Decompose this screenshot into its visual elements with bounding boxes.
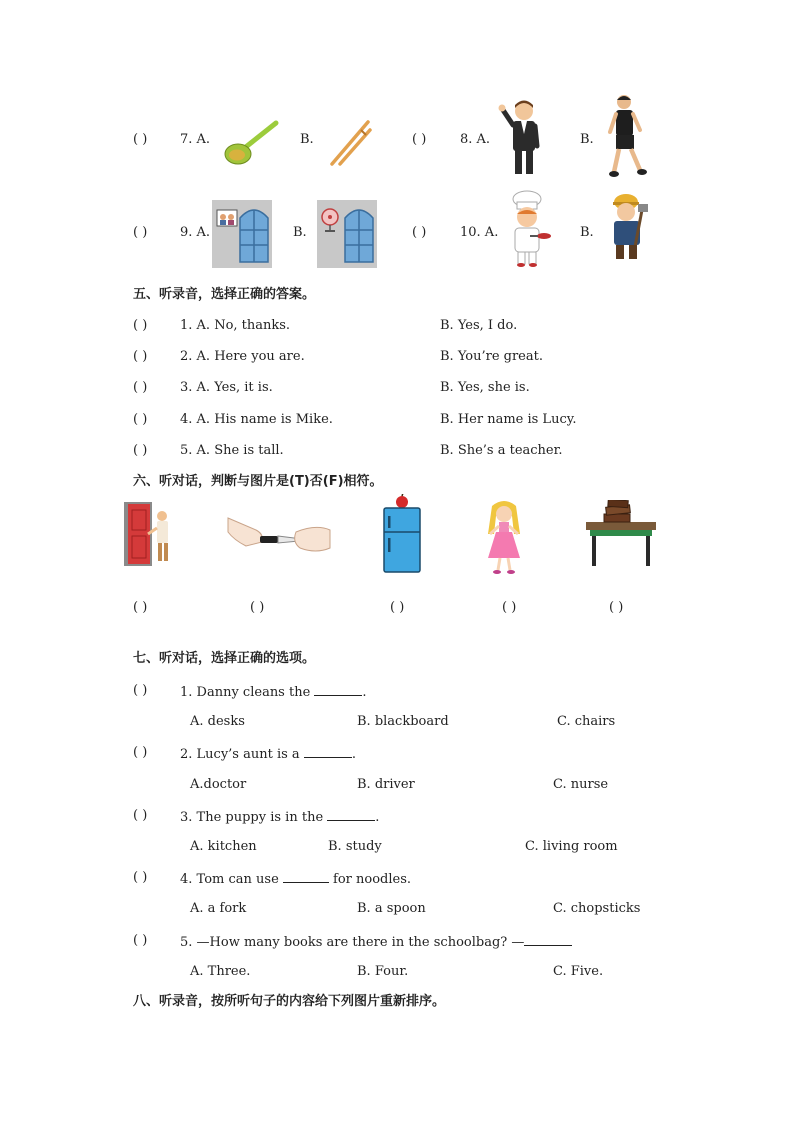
girl-in-pink-dress-picture <box>480 500 528 576</box>
window-with-fan-picture <box>317 200 377 268</box>
paren-s7-1[interactable]: ( ) <box>133 683 148 698</box>
s7-q1-stem: 1. Danny cleans the . <box>180 685 367 700</box>
paren-s7-5[interactable]: ( ) <box>133 933 148 948</box>
chef-picture <box>502 190 552 268</box>
q9-label: 9. A. <box>180 225 211 240</box>
s7-q5-option-a: A. Three. <box>190 964 251 979</box>
paren-s6-3[interactable]: ( ) <box>390 600 405 615</box>
s5-q2-option-b: B. You’re great. <box>440 349 543 364</box>
s7-q4-option-a: A. a fork <box>190 901 247 916</box>
q8-label: 8. A. <box>460 132 491 147</box>
man-in-suit-picture <box>497 98 547 178</box>
open-door-picture <box>124 500 176 568</box>
s7-q5-option-c: C. Five. <box>553 964 604 979</box>
paren-s5-3[interactable]: ( ) <box>133 380 148 395</box>
paren-q8[interactable]: ( ) <box>412 132 427 147</box>
q7-label: 7. A. <box>180 132 211 147</box>
s7-q3-stem: 3. The puppy is in the . <box>180 810 380 825</box>
s5-q2-option-a: 2. A. Here you are. <box>180 349 305 364</box>
s5-q3-option-a: 3. A. Yes, it is. <box>180 380 273 395</box>
paren-s5-2[interactable]: ( ) <box>133 349 148 364</box>
paren-s6-1[interactable]: ( ) <box>133 600 148 615</box>
books-on-desk-picture <box>584 500 658 568</box>
paren-s6-4[interactable]: ( ) <box>502 600 517 615</box>
s7-q3-option-a: A. kitchen <box>190 839 257 854</box>
knife-handover-picture <box>226 510 334 560</box>
paren-q7[interactable]: ( ) <box>133 132 148 147</box>
paren-s6-5[interactable]: ( ) <box>609 600 624 615</box>
s7-q2-option-a: A.doctor <box>190 777 247 792</box>
answer-blank[interactable] <box>283 870 329 883</box>
s5-q3-option-b: B. Yes, she is. <box>440 380 530 395</box>
answer-blank[interactable] <box>524 933 572 946</box>
s7-q1-option-b: B. blackboard <box>357 714 449 729</box>
s5-q1-option-a: 1. A. No, thanks. <box>180 318 291 333</box>
s7-q2-option-b: B. driver <box>357 777 415 792</box>
paren-s5-5[interactable]: ( ) <box>133 443 148 458</box>
q10-option-b: B. <box>580 225 594 240</box>
q7-option-b: B. <box>300 132 314 147</box>
spoon-picture <box>222 118 280 168</box>
s7-q5-option-b: B. Four. <box>357 964 409 979</box>
section8-title: 八、听录音，按所听句子的内容给下列图片重新排序。 <box>133 994 446 1009</box>
paren-s5-1[interactable]: ( ) <box>133 318 148 333</box>
s7-q5-stem: 5. —How many books are there in the schoolbag? — <box>180 933 572 951</box>
paren-s7-2[interactable]: ( ) <box>133 745 148 760</box>
answer-blank[interactable] <box>304 745 352 758</box>
s7-q2-option-c: C. nurse <box>553 777 609 792</box>
chopsticks-picture <box>328 118 372 168</box>
answer-blank[interactable] <box>327 808 375 821</box>
q8-option-b: B. <box>580 132 594 147</box>
s5-q5-option-a: 5. A. She is tall. <box>180 443 284 458</box>
fridge-with-apple-picture <box>382 494 422 574</box>
worker-picture <box>604 190 654 264</box>
paren-s7-4[interactable]: ( ) <box>133 870 148 885</box>
answer-blank[interactable] <box>314 683 362 696</box>
s5-q1-option-b: B. Yes, I do. <box>440 318 518 333</box>
paren-q9[interactable]: ( ) <box>133 225 148 240</box>
section6-title: 六、听对话，判断与图片是(T)否(F)相符。 <box>133 474 383 489</box>
s5-q4-option-b: B. Her name is Lucy. <box>440 412 577 427</box>
s7-q3-option-b: B. study <box>328 839 382 854</box>
paren-s5-4[interactable]: ( ) <box>133 412 148 427</box>
paren-q10[interactable]: ( ) <box>412 225 427 240</box>
s7-q2-stem: 2. Lucy’s aunt is a . <box>180 747 356 762</box>
walking-man-picture <box>604 92 650 180</box>
section7-title: 七、听对话，选择正确的选项。 <box>133 651 316 666</box>
q9-option-b: B. <box>293 225 307 240</box>
s5-q5-option-b: B. She’s a teacher. <box>440 443 563 458</box>
s5-q4-option-a: 4. A. His name is Mike. <box>180 412 333 427</box>
s7-q4-option-c: C. chopsticks <box>553 901 641 916</box>
s7-q1-option-a: A. desks <box>190 714 245 729</box>
s7-q1-option-c: C. chairs <box>557 714 616 729</box>
s7-q4-stem: 4. Tom can use for noodles. <box>180 872 412 887</box>
paren-s7-3[interactable]: ( ) <box>133 808 148 823</box>
paren-s6-2[interactable]: ( ) <box>250 600 265 615</box>
s7-q3-option-c: C. living room <box>525 839 618 854</box>
q10-label: 10. A. <box>460 225 499 240</box>
window-with-photo-picture <box>212 200 272 268</box>
section5-title: 五、听录音，选择正确的答案。 <box>133 287 316 302</box>
s7-q4-option-b: B. a spoon <box>357 901 426 916</box>
